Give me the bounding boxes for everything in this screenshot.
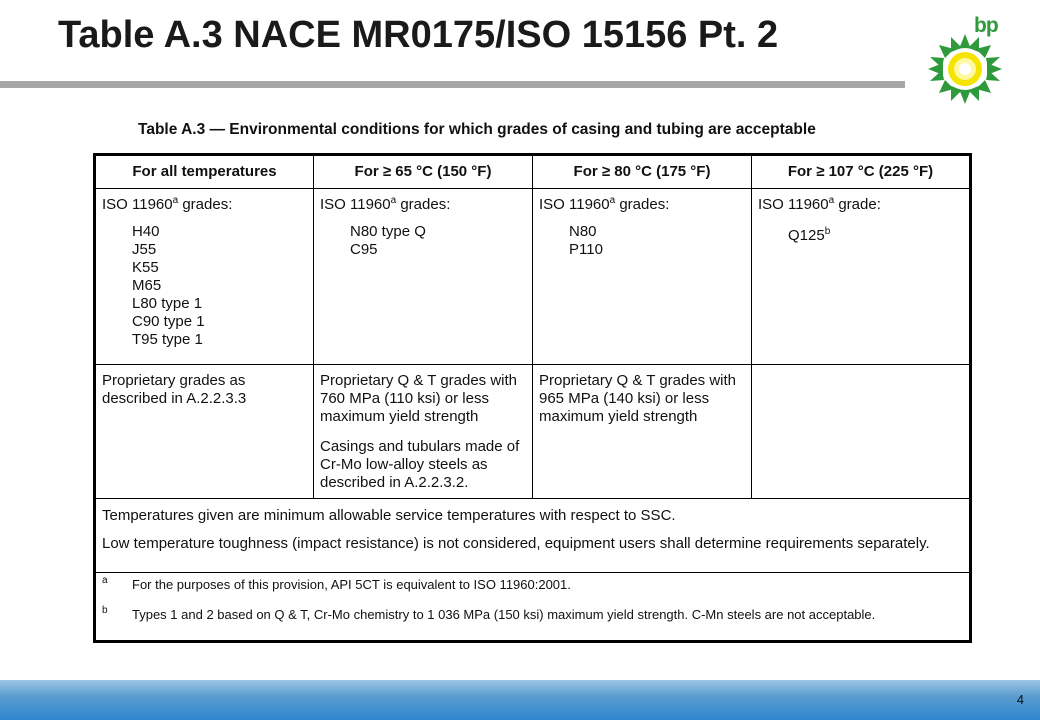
table-caption: Table A.3 — Environmental conditions for which grades of casing and tubing are acceptable <box>138 121 816 138</box>
page-number: 4 <box>1016 692 1024 707</box>
footnote-text: Types 1 and 2 based on Q & T, Cr-Mo chemistry to 1 036 MPa (150 ksi) maximum yield strength. C-Mn steels are not acceptable. <box>132 606 876 622</box>
grade-item: L80 type 1 <box>132 295 203 312</box>
grade-item: C90 type 1 <box>132 313 205 330</box>
grade-list <box>102 223 307 349</box>
table-header-row <box>95 155 971 189</box>
grade-item: J55 <box>132 241 157 258</box>
proprietary-cell-all-temperatures: Proprietary grades as described in A.2.2.3.3 <box>95 365 314 499</box>
footnote-mark: a <box>102 574 108 586</box>
bp-helios-sunflower-icon <box>926 34 1004 104</box>
iso-cell-80c: ISO 11960$^a$ grades: N80 P110 <box>533 189 752 365</box>
proprietary-cell-80c: Proprietary Q & T grades with 965 MPa (140 ksi) or less maximum yield strength <box>533 365 752 499</box>
header-107c: For ≥ 107 °C (225 °F) <box>752 155 971 189</box>
grade-item: N80 type Q <box>350 223 426 240</box>
iso-cell-all-temperatures: ISO 11960$^a$ grades: H40 J55 K55 M65 L80 type 1 C90 type 1 T95 type 1 <box>95 189 314 365</box>
footnote-text: For the purposes of this provision, API 5CT is equivalent to ISO 11960:2001. <box>132 576 571 592</box>
note: Temperatures given are minimum allowable service temperatures with respect to SSC. <box>102 507 676 524</box>
proprietary-row <box>95 365 971 499</box>
logo-text: bp <box>974 14 998 37</box>
title-rule <box>0 81 905 88</box>
bp-logo <box>926 12 1008 104</box>
grade-item: Q125$^b$ <box>788 226 831 244</box>
grade-list <box>758 223 963 245</box>
header-80c: For ≥ 80 °C (175 °F) <box>533 155 752 189</box>
proprietary-cell-107c <box>752 365 971 499</box>
footer-bar <box>0 680 1040 720</box>
proprietary-cell-65c: Proprietary Q & T grades with 760 MPa (110 ksi) or less maximum yield strength Casings and tubulars made of Cr-Mo low-alloy steels as described in A.2.2.3.2. <box>314 365 533 499</box>
footnote <box>102 576 963 594</box>
header-65c: For ≥ 65 °C (150 °F) <box>314 155 533 189</box>
grade-item: H40 <box>132 223 160 240</box>
grade-list <box>320 223 526 259</box>
grade-item: C95 <box>350 241 378 258</box>
iso-cell-65c: ISO 11960$^a$ grades: N80 type Q C95 <box>314 189 533 365</box>
grade-item: T95 type 1 <box>132 331 203 348</box>
footnote-mark: b <box>102 604 108 616</box>
notes-row <box>95 499 971 573</box>
grade-list <box>539 223 745 259</box>
grade-item: P110 <box>569 241 603 258</box>
slide-title: Table A.3 NACE MR0175/ISO 15156 Pt. 2 <box>58 14 779 56</box>
grade-item: M65 <box>132 277 162 294</box>
footnote <box>102 606 963 624</box>
footnotes-row <box>95 572 971 641</box>
grade-item: N80 <box>569 223 597 240</box>
iso-grades-row <box>95 189 971 365</box>
iso-cell-107c: ISO 11960$^a$ grade: Q125$^b$ <box>752 189 971 365</box>
grade-item: K55 <box>132 259 159 276</box>
footnotes-cell <box>95 572 971 641</box>
grades-table <box>93 153 972 643</box>
header-all-temperatures: For all temperatures <box>95 155 314 189</box>
notes-cell <box>95 499 971 573</box>
note: Low temperature toughness (impact resistance) is not considered, equipment users shall determine requirements separately. <box>102 535 930 552</box>
